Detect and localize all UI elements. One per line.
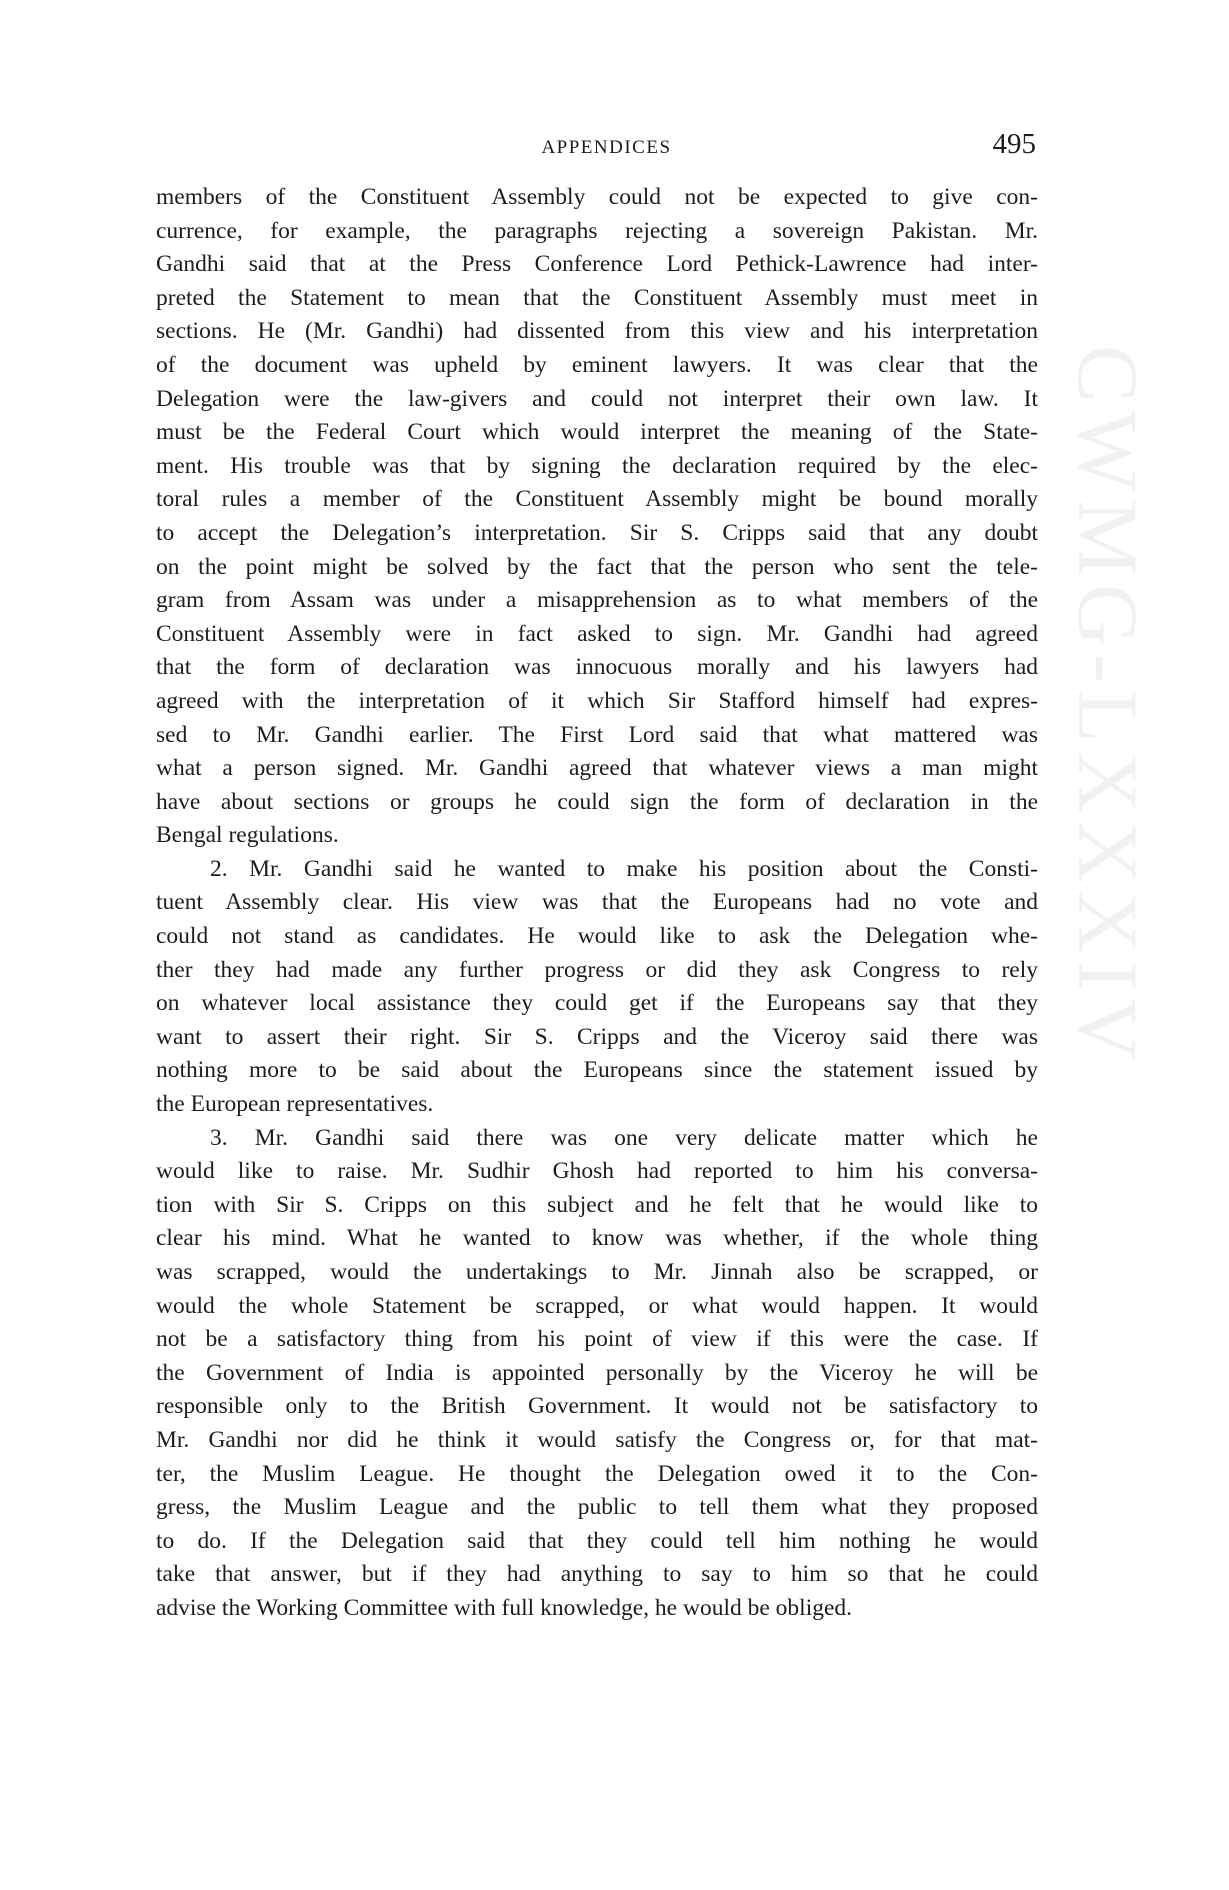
watermark [1058, 345, 1156, 1545]
text-line: responsible only to the British Government. It would not be satisfactory to [156, 1393, 1038, 1420]
text-line: currence, for example, the paragraphs rejecting a sovereign Pakistan. Mr. [156, 217, 1038, 244]
text-line: to do. If the Delegation said that they could tell him nothing he would [156, 1527, 1038, 1554]
body-text [156, 181, 1038, 1626]
text-line: Constituent Assembly were in fact asked to sign. Mr. Gandhi had agreed [156, 620, 1038, 647]
text-line: that the form of declaration was innocuous morally and his lawyers had [156, 654, 1038, 681]
text-line: ment. His trouble was that by signing the declaration required by the elec- [156, 452, 1038, 479]
text-line: would the whole Statement be scrapped, or what would happen. It would [156, 1292, 1038, 1319]
text-line: want to assert their right. Sir S. Cripps and the Viceroy said there was [156, 1023, 1038, 1050]
text-line: to accept the Delegation’s interpretation. Sir S. Cripps said that any doubt [156, 519, 1038, 546]
text-line: of the document was upheld by eminent lawyers. It was clear that the [156, 351, 1038, 378]
running-head [0, 128, 1229, 168]
text-line: Mr. Gandhi nor did he think it would satisfy the Congress or, for that mat- [156, 1426, 1038, 1453]
text-line: sections. He (Mr. Gandhi) had dissented from this view and his interpretation [156, 318, 1038, 345]
text-line: not be a satisfactory thing from his point of view if this were the case. If [156, 1326, 1038, 1353]
text-line: gress, the Muslim League and the public to tell them what they proposed [156, 1494, 1038, 1521]
text-line: gram from Assam was under a misapprehension as to what members of the [156, 587, 1038, 614]
text-line: ther they had made any further progress or did they ask Congress to rely [156, 956, 1038, 983]
watermark-text: CWMG-LXXXIV [1060, 345, 1156, 1069]
text-line: Delegation were the law-givers and could not interpret their own law. It [156, 385, 1038, 412]
text-line: preted the Statement to mean that the Constituent Assembly must meet in [156, 284, 1038, 311]
paragraph-start-line: 3. Mr. Gandhi said there was one very delicate matter which he [210, 1124, 1038, 1151]
text-line: could not stand as candidates. He would like to ask the Delegation whe- [156, 923, 1038, 950]
page-number: 495 [992, 128, 1036, 160]
running-title: APPENDICES [541, 137, 672, 158]
text-line: Gandhi said that at the Press Conference Lord Pethick-Lawrence had inter- [156, 251, 1038, 278]
text-line: advise the Working Committee with full knowledge, he would be obliged. [156, 1594, 853, 1621]
text-line: have about sections or groups he could sign the form of declaration in the [156, 788, 1038, 815]
paragraph-start-line: 2. Mr. Gandhi said he wanted to make his position about the Consti- [210, 855, 1038, 882]
text-line: was scrapped, would the undertakings to Mr. Jinnah also be scrapped, or [156, 1259, 1038, 1285]
text-line: nothing more to be said about the Europeans since the statement issued by [156, 1057, 1038, 1084]
text-line: tion with Sir S. Cripps on this subject and he felt that he would like to [156, 1191, 1038, 1218]
text-line: would like to raise. Mr. Sudhir Ghosh had reported to him his conversa- [156, 1158, 1038, 1185]
text-line: tuent Assembly clear. His view was that the Europeans had no vote and [156, 889, 1038, 916]
text-line: the Government of India is appointed personally by the Viceroy he will be [156, 1359, 1038, 1386]
text-line: on the point might be solved by the fact that the person who sent the tele- [156, 553, 1038, 580]
text-line: members of the Constituent Assembly could not be expected to give con- [156, 184, 1038, 210]
text-line: take that answer, but if they had anything to say to him so that he could [156, 1561, 1038, 1588]
text-line: sed to Mr. Gandhi earlier. The First Lord said that what mattered was [156, 721, 1038, 748]
text-line: must be the Federal Court which would interpret the meaning of the State- [156, 419, 1038, 446]
text-line: the European representatives. [156, 1091, 434, 1118]
text-line: agreed with the interpretation of it which Sir Stafford himself had expres- [156, 687, 1038, 714]
text-line: Bengal regulations. [156, 822, 339, 849]
text-line: ter, the Muslim League. He thought the Delegation owed it to the Con- [156, 1460, 1038, 1487]
text-line: toral rules a member of the Constituent Assembly might be bound morally [156, 486, 1038, 513]
text-line: what a person signed. Mr. Gandhi agreed that whatever views a man might [156, 755, 1038, 782]
text-line: on whatever local assistance they could get if the Europeans say that they [156, 990, 1038, 1017]
text-line: clear his mind. What he wanted to know was whether, if the whole thing [156, 1225, 1038, 1252]
